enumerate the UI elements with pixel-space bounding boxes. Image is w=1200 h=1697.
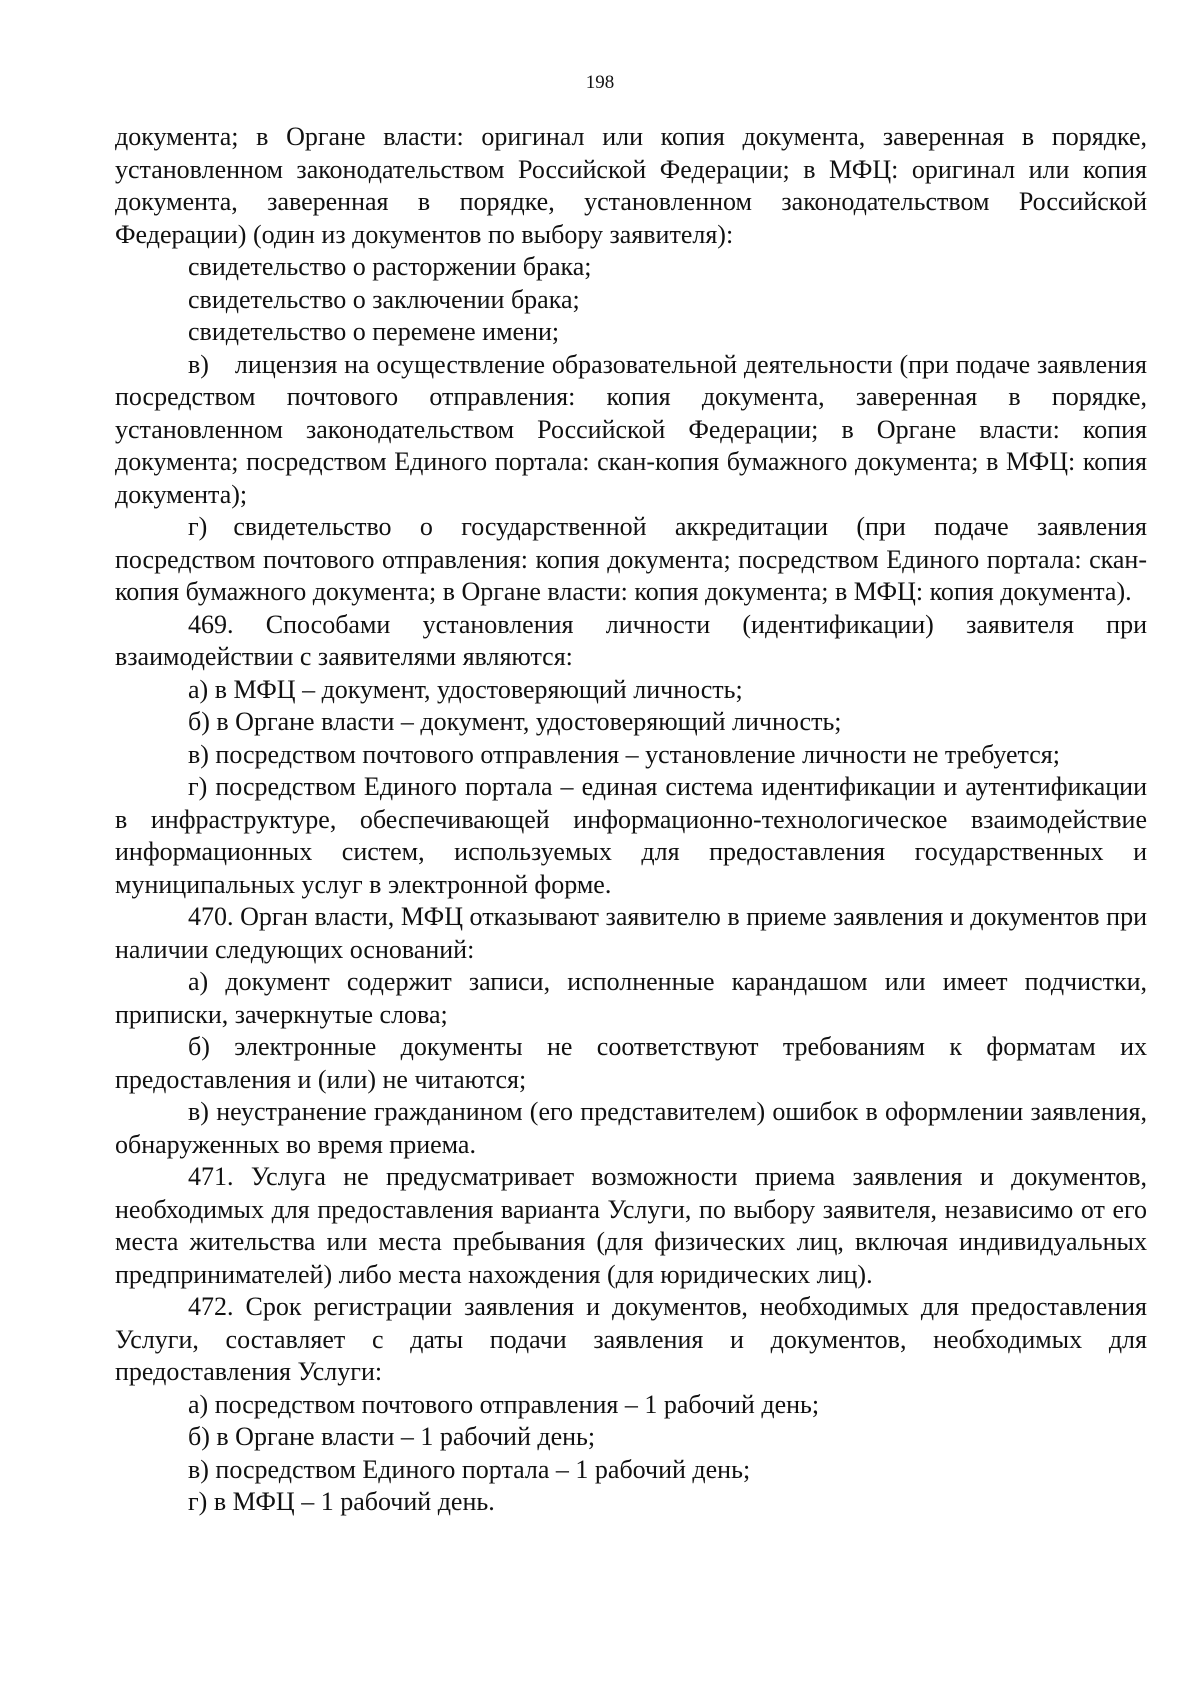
clause-471: 471. Услуга не предусматривает возможности приема заявления и документов, необходимых для предоставления варианта Услуги, по выбору заявителя, независимо от его места жительства или места пребывания (для физических лиц, включая индивидуальных предпринимателей) либо места нахождения (для юридических лиц).: [115, 1162, 1147, 1289]
document-body: [115, 121, 1147, 1519]
list-item: г) в МФЦ – 1 рабочий день.: [188, 1487, 495, 1516]
list-item: в) посредством Единого портала – 1 рабочий день;: [188, 1454, 751, 1484]
list-item: свидетельство о расторжении брака;: [188, 252, 592, 281]
list-item: б) электронные документы не соответствуют требованиям к форматам их предоставления и (или) не читаются;: [115, 1032, 1147, 1094]
clause-472: 472. Срок регистрации заявления и документов, необходимых для предоставления Услуги, составляет с даты подачи заявления и документов, необходимых для предоставления Услуги:: [115, 1292, 1147, 1386]
clause-470: 470. Орган власти, МФЦ отказывают заявителю в приеме заявления и документов при наличии следующих оснований:: [115, 902, 1147, 964]
list-item: а) документ содержит записи, исполненные карандашом или имеет подчистки, приписки, зачеркнутые слова;: [115, 967, 1147, 1029]
clause-469: 469. Способами установления личности (идентификации) заявителя при взаимодействии с заявителями являются:: [115, 609, 1147, 671]
list-item: свидетельство о перемене имени;: [188, 317, 560, 346]
list-item: в) лицензия на осуществление образовательной деятельности (при подаче заявления посредством почтового отправления: копия документа, заверенная в порядке, установленном законодательством Российской Федерации; в Органе власти: копия документа; посредством Единого портала: скан-копия бумажного документа; в МФЦ: копия документа);: [115, 349, 1147, 509]
list-item: б) в Органе власти – документ, удостоверяющий личность;: [188, 707, 842, 736]
list-item: а) посредством почтового отправления – 1 рабочий день;: [188, 1389, 820, 1419]
page-number: 198: [585, 72, 615, 93]
list-item: б) в Органе власти – 1 рабочий день;: [188, 1422, 596, 1451]
list-item: в) неустранение гражданином (его представителем) ошибок в оформлении заявления, обнаруженных во время приема.: [115, 1097, 1147, 1159]
list-item: в) посредством почтового отправления – установление личности не требуется;: [188, 739, 1060, 769]
list-item: г) посредством Единого портала – единая система идентификации и аутентификации в инфраструктуре, обеспечивающей информационно-технологическое взаимодействие информационных систем, используемых для предоставления государственных и муниципальных услуг в электронной форме.: [115, 772, 1147, 899]
list-item: свидетельство о заключении брака;: [188, 284, 580, 314]
paragraph-continuation: документа; в Органе власти: оригинал или копия документа, заверенная в порядке, установленном законодательством Российской Федерации; в МФЦ: оригинал или копия документа, заверенная в порядке, установленном законодательством Российской Федерации) (один из документов по выбору заявителя):: [115, 122, 1147, 249]
list-item: а) в МФЦ – документ, удостоверяющий личность;: [188, 674, 743, 704]
list-item: г) свидетельство о государственной аккредитации (при подаче заявления посредством почтового отправления: копия документа; посредством Единого портала: скан-копия бумажного документа; в Органе власти: копия документа; в МФЦ: копия документа).: [115, 512, 1147, 606]
